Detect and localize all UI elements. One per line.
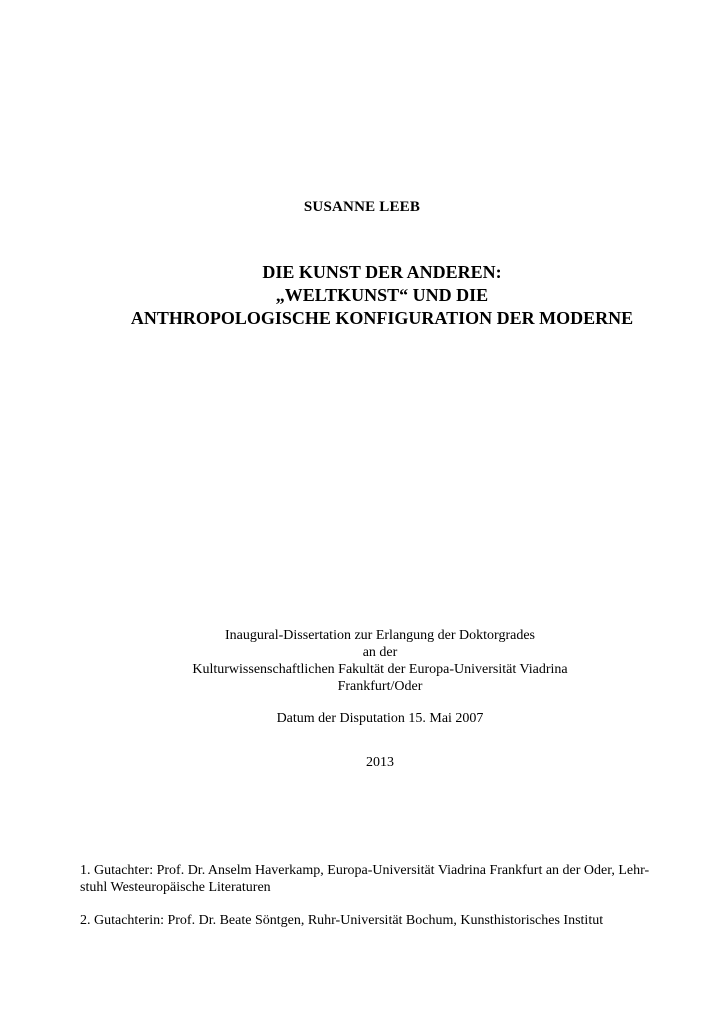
first-referee-line-1: 1. Gutachter: Prof. Dr. Anselm Haverkamp, Europa-Universität Viadrina Frankfurt an der Oder, Lehr- [80, 863, 650, 878]
disputation-date: Datum der Disputation 15. Mai 2007 [276, 711, 484, 726]
dissertation-line-4: Frankfurt/Oder [337, 679, 423, 694]
publication-year: 2013 [366, 755, 394, 770]
second-referee: 2. Gutachterin: Prof. Dr. Beate Söntgen, Ruhr-Universität Bochum, Kunsthistorisches Institut [80, 913, 604, 928]
author-name: SUSANNE LEEB [303, 199, 421, 215]
dissertation-line-3: Kulturwissenschaftlichen Fakultät der Europa-Universität Viadrina [192, 662, 568, 677]
dissertation-statement [18, 627, 724, 695]
dissertation-line-2: an der [362, 645, 398, 660]
first-referee [80, 862, 680, 896]
dissertation-line-1: Inaugural-Dissertation zur Erlangung der Doktorgrades [225, 628, 535, 643]
title-line-3: ANTHROPOLOGISCHE KONFIGURATION DER MODERNE [130, 308, 634, 328]
title-line-2: „WELTKUNST“ UND DIE [275, 285, 489, 305]
first-referee-line-2: stuhl Westeuropäische Literaturen [80, 880, 271, 895]
dissertation-title [20, 261, 724, 330]
title-line-1: DIE KUNST DER ANDEREN: [262, 262, 502, 282]
